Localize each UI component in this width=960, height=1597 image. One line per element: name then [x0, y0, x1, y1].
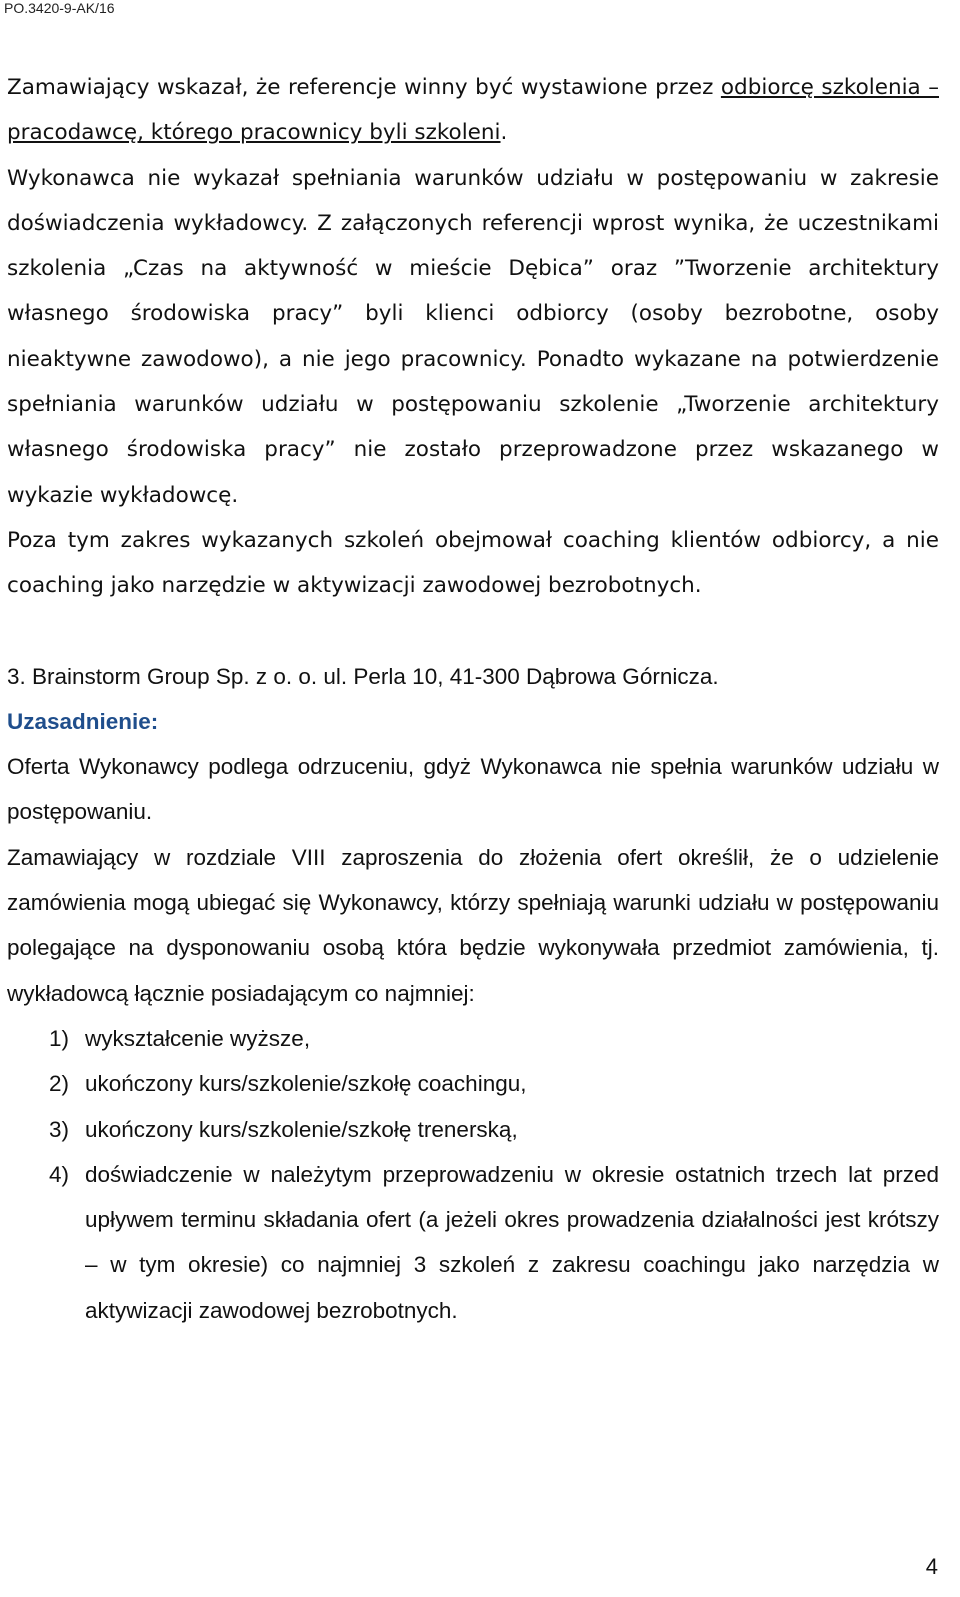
list-item-number: 1) — [49, 1025, 70, 1051]
list-item — [7, 1016, 939, 1061]
list-item — [7, 1107, 939, 1152]
list-item-number: 3) — [49, 1116, 70, 1142]
list-item-number: 2) — [49, 1071, 70, 1097]
spacer — [7, 609, 939, 654]
list-item-text: ukończony kurs/szkolenie/szkołę coachingu, — [85, 1071, 527, 1097]
list-item-text: doświadczenie w należytym przeprowadzeniu w okresie ostatnich trzech lat przed upływem terminu składania ofert (a jeżeli okres prowadzenia działalności jest krótszy – w tym okresie) co najmniej 3 szkoleń z zakresu coachingu jako narzędzia w aktywizacji zawodowej bezrobotnych. — [85, 1161, 939, 1323]
list-item — [7, 1061, 939, 1106]
page-number: 4 — [925, 1554, 938, 1579]
requirements-list — [7, 1016, 939, 1333]
paragraph-references — [7, 65, 939, 156]
paragraph-experience: Wykonawca nie wykazał spełniania warunków udziału w postępowaniu w zakresie doświadczenia wykładowcy. Z załączonych referencji wprost wynika, że uczestnikami szkolenia „Czas na aktywność w mieście Dębica” oraz ”Tworzenie architektury własnego środowiska pracy” byli klienci odbiorcy (osoby bezrobotne, osoby nieaktywne zawodowo), a nie jego pracownicy. Ponadto wykazane na potwierdzenie spełniania warunków udziału w postępowaniu szkolenie „Tworzenie architektury własnego środowiska pracy” nie zostało przeprowadzone przez wskazanego w wykazie wykładowcę. — [7, 165, 939, 508]
paragraph-references-text: Zamawiający wskazał, że referencje winny być wystawione przez — [7, 75, 721, 100]
paragraph-requirements: Zamawiający w rozdziale VIII zaproszenia do złożenia ofert określił, że o udzielenie zamówienia mogą ubiegać się Wykonawcy, którzy spełniają warunki udziału w postępowaniu polegające na dysponowaniu osobą która będzie wykonywała przedmiot zamówienia, tj. wykładowcą łącznie posiadającym co najmniej: — [7, 844, 939, 1006]
underlined-phrase: odbiorcę szkolenia – pracodawcę, którego pracownicy byli szkoleni — [7, 75, 939, 146]
paragraph-references-end: . — [500, 120, 508, 146]
document-body — [7, 65, 939, 1333]
justification-heading: Uzasadnienie: — [7, 708, 159, 734]
section-heading: 3. Brainstorm Group Sp. z o. o. ul. Perla 10, 41-300 Dąbrowa Górnicza. — [7, 663, 719, 689]
list-item-number: 4) — [49, 1161, 70, 1187]
paragraph-coaching-scope: Poza tym zakres wykazanych szkoleń obejmował coaching klientów odbiorcy, a nie coaching jako narzędzie w aktywizacji zawodowej bezrobotnych. — [7, 527, 939, 599]
list-item — [7, 1152, 939, 1333]
list-item-text: ukończony kurs/szkolenie/szkołę trenerską, — [85, 1116, 518, 1142]
document-id: PO.3420-9-AK/16 — [4, 0, 115, 16]
paragraph-rejection: Oferta Wykonawcy podlega odrzuceniu, gdyż Wykonawca nie spełnia warunków udziału w postępowaniu. — [7, 754, 939, 825]
list-item-text: wykształcenie wyższe, — [85, 1025, 311, 1051]
